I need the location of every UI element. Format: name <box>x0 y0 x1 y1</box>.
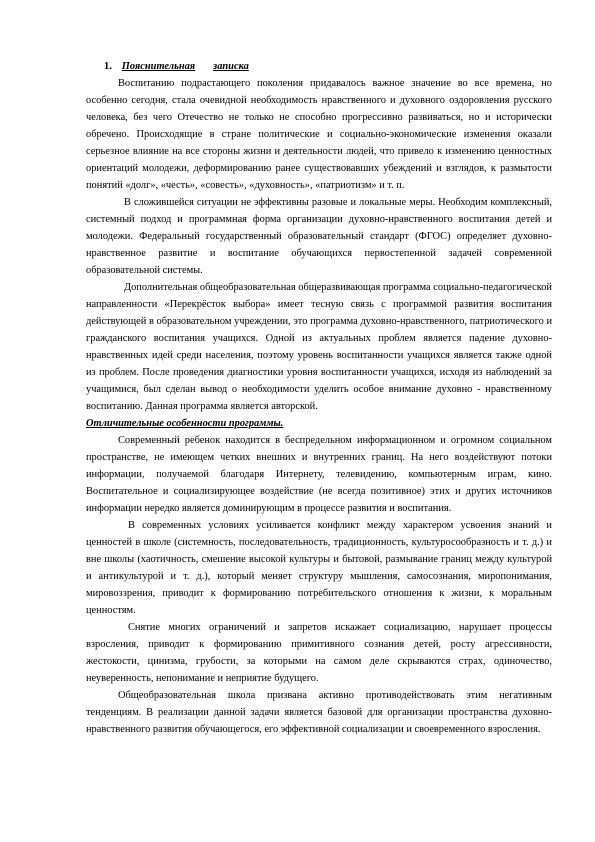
paragraph-4: Современный ребенок находится в беспредельном информационном и огромном социальном пространстве, не имеющем четких внешних и внутренних границ. На него воздействуют потоки информации, получаемой благодаря Интернету, телевидению, компьютерным играм, кино. Воспитательное и социализирующее воздействие (не всегда позитивное) этих и других источников информации нередко является доминирующим в процессе развития и воспитания. <box>86 435 552 514</box>
paragraph-7: Общеобразовательная школа призвана активно противодействовать этим негативным тенденциям. В реализации данной задачи является базовой для организации пространства духовно-нравственного развития обучающегося, его эффективной социализации и своевременного взросления. <box>86 690 552 735</box>
heading-number: 1. <box>104 61 112 72</box>
heading-word-2: записка <box>213 61 249 72</box>
heading-word-1: Пояснительная <box>121 61 196 72</box>
document-page <box>86 58 552 738</box>
paragraph-1: Воспитанию подрастающего поколения придавалось важное значение во все времена, но особенно сегодня, стала очевидной необходимость нравственного и духовного оздоровления русского человека, без чего Отечество не только не способно прогрессивно развиваться, но и исторически обречено. Происходящие в стране политические и социально-экономические изменения оказали серьезное влияние на все стороны жизни и деятельности людей, что привело к изменению ценностных ориентаций молодежи, деформированию ранее существовавших убеждений и взглядов, к размытости понятий «долг», «честь», «совесть», «духовность», «патриотизм» и т. п. <box>86 78 552 191</box>
paragraph-5: В современных условиях усиливается конфликт между характером усвоения знаний и ценностей в школе (системность, последовательность, традиционность, культуросообразность и т. д.) и вне школы (хаотичность, смешение высокой культуры и бытовой, размывание границ между культурой и антикультурой и т. д.), который меняет структуру мышления, самосознания, миропонимания, мировоззрения, приводит к формированию потребительского отношения к жизни, к моральным ценностям. <box>86 520 552 616</box>
subheading: Отличительные особенности программы. <box>86 418 284 429</box>
paragraph-3: Дополнительная общеобразовательная общеразвивающая программа социально-педагогической направленности «Перекрёсток выбора» имеет тесную связь с программой развития воспитания действующей в образовательном учреждении, это программа духовно-нравственного, патриотического и гражданского воспитания учащихся. Одной из актуальных проблем является падение духовно-нравственных идей среди населения, поэтому уровень воспитанности учащихся является также одной из проблем. После проведения диагностики уровня воспитанности учащихся, исходя из наблюдений за учащимися, был сделан вывод о необходимости уделить особое внимание духовно - нравственному воспитанию. Данная программа является авторской. <box>86 282 552 412</box>
section-heading <box>86 58 552 75</box>
paragraph-2: В сложившейся ситуации не эффективны разовые и локальные меры. Необходим комплексный, системный подход и программная форма организации духовно-нравственного воспитания детей и молодежи. Федеральный государственный образовательный стандарт (ФГОС) определяет духовно-нравственное развитие и воспитание обучающихся первостепенной задачей современной образовательной системы. <box>86 197 552 276</box>
paragraph-6: Снятие многих ограничений и запретов искажает социализацию, нарушает процессы взросления, приводит к формированию примитивного сознания детей, росту агрессивности, жестокости, цинизма, грубости, за которыми на самом деле скрываются страх, одиночество, неуверенность, непонимание и неприятие будущего. <box>86 622 552 684</box>
